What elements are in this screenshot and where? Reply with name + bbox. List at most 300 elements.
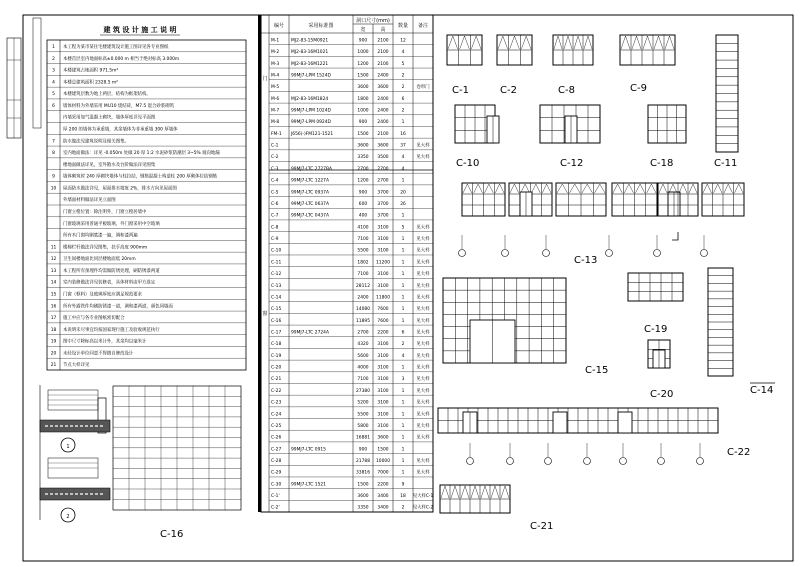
notes-row-num: 15 [50, 292, 57, 298]
schedule-cell-n: 1 [401, 272, 405, 278]
window-c9 [620, 35, 675, 65]
schedule-cell-ref: 99MJ7-LTC 1227A [291, 178, 329, 184]
section-details [40, 385, 110, 522]
schedule-cell-code: C-12 [271, 272, 282, 278]
schedule-cell-ref: 99MJ7-LTC 2727BA [291, 166, 332, 172]
schedule-cell-n: 2 [401, 73, 405, 79]
label-c10: C-10 [456, 158, 480, 169]
schedule-cell-ref: J656(-)FM121-1521 [291, 131, 334, 137]
schedule-cell-code: FM-1 [271, 131, 282, 137]
schedule-cell-ref: 99MJ7-LTC 0937A [291, 190, 329, 196]
axis-marker-c13-2 [543, 235, 550, 257]
notes-row-text: 外墙面材料做法详见立面图 [63, 198, 116, 204]
notes-row-text: 楼梯栏杆做法详见图集，扶手高度 900mm [63, 245, 148, 251]
notes-rows [47, 43, 246, 368]
schedule-cell-n: 1 [401, 412, 405, 418]
window-c10 [455, 105, 499, 143]
schedule-cell-w: 2400 [357, 295, 369, 301]
schedule-cell-n: 1 [401, 213, 405, 219]
notes-row-text: 本工程为某市某住宅楼建筑设计施工图详见各专业图纸 [63, 45, 169, 51]
schedule-cell-r: 见大样 [416, 400, 430, 406]
schedule-cell-code: C-7 [271, 213, 279, 219]
notes-row-text: 本楼首层室内地面标高±0.000 m 相当于绝对标高 3.000m [63, 56, 180, 62]
schedule-cell-n: 1 [401, 283, 405, 289]
schedule-cell-h: 3100 [377, 342, 389, 348]
schedule-cell-h: 11800 [376, 295, 390, 301]
axis-marker-c22-4 [620, 443, 627, 465]
label-c16: C-16 [160, 529, 184, 540]
notes-row-num: 13 [50, 268, 57, 274]
schedule-cell-code: M-1 [271, 38, 280, 44]
schedule-cell-n: 1 [401, 447, 405, 453]
schedule-cell-code: C-3 [271, 166, 279, 172]
schedule-cell-r: 见大样 [416, 470, 430, 476]
label-c8: C-8 [558, 85, 575, 96]
col-size-header: 洞口尺寸(mm) [356, 18, 390, 24]
schedule-cell-h: 3700 [377, 190, 389, 196]
schedule-cell-code: C-8 [271, 225, 279, 231]
schedule-cell-h: 7600 [377, 307, 389, 313]
notes-row-num: 1 [52, 45, 55, 51]
schedule-cell-code: M-8 [271, 120, 280, 126]
schedule-cell-w: 1802 [357, 260, 369, 266]
schedule-cell-n: 16 [400, 131, 406, 137]
notes-row-num: 18 [50, 327, 57, 333]
schedule-cell-h: 2400 [377, 108, 389, 114]
label-c11: C-11 [714, 158, 738, 169]
axis-marker-c22-3 [584, 443, 591, 465]
schedule-cell-n: 1 [401, 470, 405, 476]
notes-row-num: 10 [50, 186, 57, 192]
schedule-cell-w: 3600 [357, 143, 369, 149]
schedule-cell-r: 见大样 [416, 248, 430, 254]
schedule-cell-w: 7100 [357, 237, 369, 243]
schedule-cell-n: 1 [401, 260, 405, 266]
schedule-cell-n: 6 [401, 330, 405, 336]
schedule-cell-n: 6 [401, 96, 405, 102]
schedule-cell-h: 2400 [377, 120, 389, 126]
window-c1 [447, 35, 482, 65]
notes-row-num: 14 [50, 280, 57, 286]
notes-row-text: 室内地面做法：详见 -0.050m 处做 20 厚 1:2 水泥砂浆防潮层 3~5% 坡向地漏 [63, 151, 220, 157]
schedule-cell-n: 4 [401, 353, 405, 359]
schedule-cell-ref: 99MJ7-LTC 2724A [291, 330, 329, 336]
schedule-cell-w: 1000 [357, 50, 369, 56]
schedule-cell-h: 3100 [377, 412, 389, 418]
window-c13-c [556, 183, 606, 216]
notes-row-num: 5 [52, 92, 55, 98]
schedule-cell-ref: 99MJ7-LPM 1524D [291, 73, 331, 79]
schedule-cell-h: 3100 [377, 237, 389, 243]
schedule-cell-n: 1 [401, 307, 405, 313]
schedule-cell-n: 3 [401, 377, 405, 383]
schedule-cell-w: 1500 [357, 73, 369, 79]
schedule-cell-w: 900 [358, 120, 368, 126]
notes-row-text: 卫生间楼地面比同层楼地面低 20mm [63, 257, 136, 263]
schedule-cell-w: 2700 [357, 166, 369, 172]
schedule-cell-code: C-2 [271, 155, 279, 161]
schedule-cell-code: C-28 [271, 458, 282, 464]
window-c13-d [612, 183, 680, 216]
schedule-cell-r: 见大样 [416, 388, 430, 394]
schedule-cell-code: C-1 [271, 143, 279, 149]
schedule-cell-n: 1 [401, 388, 405, 394]
notes-row-text: 门窗玻璃采用普通平板玻璃，外门窗采用中空玻璃 [63, 221, 160, 227]
schedule-cell-h: 2100 [377, 61, 389, 67]
schedule-cell-h: 2200 [377, 482, 389, 488]
schedule-cell-w: 5200 [357, 400, 369, 406]
notes-row-text: 本楼建筑层数为地上两层，结构为框架结构。 [63, 92, 151, 98]
schedule-cell-h: 3100 [377, 353, 389, 359]
schedule-cell-h: 1500 [377, 447, 389, 453]
schedule-cell-ref: 99MJ7-LTC 0437A [291, 213, 329, 219]
schedule-cell-w: 5600 [357, 353, 369, 359]
window-c18 [648, 105, 686, 143]
schedule-cell-h: 3100 [377, 248, 389, 254]
axis-marker-c13-0 [459, 235, 466, 257]
schedule-cell-code: C-22 [271, 388, 282, 394]
schedule-cell-n: 1 [401, 365, 405, 371]
schedule-cell-n: 4 [401, 50, 405, 56]
schedule-cell-r: 见大样 [416, 295, 430, 301]
notes-row-text: 本楼建筑占地面积 971.5m² [63, 68, 119, 74]
notes-row-num: 20 [50, 351, 57, 357]
axis-marker-c13-5 [701, 235, 708, 257]
schedule-cell-ref: MJ2-83-16M1221 [291, 61, 329, 67]
schedule-cell-w: 4100 [357, 225, 369, 231]
notes-row-num: 2 [52, 56, 55, 62]
axis-marker-c13-1 [502, 235, 509, 257]
schedule-cell-h: 3500 [377, 155, 389, 161]
detail-marker-2: 2 [66, 514, 70, 520]
schedule-cell-w: 900 [358, 447, 368, 453]
label-c18: C-18 [650, 158, 674, 169]
notes-row-num: 16 [50, 304, 57, 310]
schedule-cell-w: 4000 [357, 365, 369, 371]
schedule-cell-ref: 99MJ7-LTC 0637A [291, 201, 329, 207]
notes-row-text: 所有木门窗均刷底漆一遍，调和漆两遍 [63, 233, 138, 239]
notes-row-text: 防水做法见建筑说明及相关图集。 [63, 139, 129, 145]
notes-row-text: 本说明未尽事宜均按国家现行施工及验收规范执行 [63, 327, 160, 333]
schedule-cell-w: 1500 [357, 482, 369, 488]
schedule-cell-n: 1 [401, 120, 405, 126]
schedule-cell-n: 2 [401, 85, 405, 91]
detail-marker-1: 1 [66, 444, 70, 450]
schedule-cell-code: C-9 [271, 237, 279, 243]
schedule-cell-code: C-1' [271, 494, 280, 500]
notes-row-num: 17 [50, 316, 57, 322]
window-elevations [438, 35, 775, 513]
schedule-cell-ref: 99MJ7-LPM 1024D [291, 108, 331, 114]
schedule-cell-code: C-17 [271, 330, 282, 336]
schedule-cell-h: 3600 [377, 435, 389, 441]
col-code-header: 编号 [273, 23, 285, 29]
window-c2 [497, 35, 532, 65]
label-c14: C-14 [750, 385, 774, 396]
window-group-label: 窗 [262, 311, 268, 317]
schedule-cell-n: 1 [401, 237, 405, 243]
window-c19 [628, 273, 683, 301]
schedule-cell-w: 7100 [357, 272, 369, 278]
schedule-cell-w: 2700 [357, 330, 369, 336]
schedule-cell-ref: 99MJ7-LTC 1521 [291, 482, 326, 488]
schedule-cell-r: 见大样 [416, 272, 430, 278]
axis-marker-c13-3 [606, 235, 613, 257]
label-c13: C-13 [574, 255, 598, 266]
schedule-cell-n: 2 [401, 342, 405, 348]
notes-row-text: 节点大样详见 [63, 363, 90, 369]
schedule-cell-r: 见大样 [416, 342, 430, 348]
schedule-cell-n: 4 [401, 155, 405, 161]
schedule-cell-r: 见大样 [416, 283, 430, 289]
schedule-cell-w: 21788 [356, 458, 370, 464]
schedule-cell-w: 1200 [357, 178, 369, 184]
schedule-cell-code: C-4 [271, 178, 279, 184]
schedule-cell-code: M-2 [271, 50, 280, 56]
window-c14 [708, 268, 733, 376]
schedule-cell-h: 7000 [377, 470, 389, 476]
schedule-cell-w: 16881 [356, 435, 370, 441]
c22-door-3 [618, 412, 632, 433]
schedule-cell-r: 见大样 [416, 412, 430, 418]
schedule-cell-w: 1800 [357, 96, 369, 102]
schedule-cell-w: 27380 [356, 388, 370, 394]
axis-marker-c22-1 [507, 443, 514, 465]
window-c22 [438, 408, 718, 433]
schedule-cell-w: 1000 [357, 108, 369, 114]
schedule-cell-h: 3100 [377, 377, 389, 383]
schedule-cell-h: 3100 [377, 283, 389, 289]
schedule-cell-code: C-20 [271, 365, 282, 371]
schedule-cell-r: 见大样 [416, 365, 430, 371]
schedule-cell-code: C-29 [271, 470, 282, 476]
schedule-cell-n: 5 [401, 225, 405, 231]
schedule-cell-r: 见大样 [416, 155, 430, 161]
title-block-strip [7, 18, 41, 138]
notes-title: 建 筑 设 计 施 工 说 明 [103, 26, 177, 34]
notes-row-num: 7 [52, 139, 55, 145]
schedule-cell-code: M-3 [271, 61, 280, 67]
schedule-cell-r: 见大样 [416, 353, 430, 359]
schedule-cell-h: 2400 [377, 73, 389, 79]
schedule-cell-code: C-16 [271, 318, 282, 324]
schedule-cell-code: M-4 [271, 73, 280, 79]
schedule-cell-r: 见大样 [416, 458, 430, 464]
schedule-cell-w: 600 [358, 201, 368, 207]
schedule-cell-ref: 99MJ7-LTC 0915 [291, 447, 326, 453]
notes-row-num: 6 [52, 103, 55, 109]
schedule-cell-w: 28112 [356, 283, 370, 289]
schedule-cell-code: C-14 [271, 295, 282, 301]
schedule-cell-n: 2 [401, 108, 405, 114]
window-c13-a [462, 183, 505, 216]
schedule-cell-h: 2400 [377, 96, 389, 102]
schedule-cell-h: 2100 [377, 50, 389, 56]
schedule-cell-w: 5800 [357, 423, 369, 429]
schedule-cell-code: C-6 [271, 201, 279, 207]
schedule-cell-n: 37 [400, 143, 406, 149]
schedule-cell-r: 见大样 [416, 330, 430, 336]
schedule-cell-code: C-21 [271, 377, 282, 383]
schedule-cell-w: 3600 [357, 85, 369, 91]
schedule-cell-h: 3100 [377, 400, 389, 406]
schedule-cell-h: 10000 [376, 458, 390, 464]
notes-row-text: 本楼总建筑面积 2328.5 m² [63, 80, 118, 86]
schedule-cell-r: 见大样 [416, 377, 430, 383]
schedule-cell-h: 3700 [377, 213, 389, 219]
schedule-cell-r: 见大样C-2 [412, 505, 434, 511]
schedule-cell-ref: MJ2-83-16M1021 [291, 50, 329, 56]
schedule-cell-h: 7600 [377, 318, 389, 324]
schedule-cell-n: 1 [401, 248, 405, 254]
notes-row-num: 3 [52, 68, 55, 74]
label-c12: C-12 [560, 158, 584, 169]
notes-row-num: 9 [52, 174, 55, 180]
schedule-cell-code: C-26 [271, 435, 282, 441]
schedule-cell-ref: MJ2-83-15M0921 [291, 38, 329, 44]
schedule-cell-ref: 99MJ7-LPM 0924D [291, 120, 331, 126]
schedule-cell-w: 4320 [357, 342, 369, 348]
notes-row-text: 楼地面做法详见，室外散水及台阶做法详见图集 [63, 162, 156, 168]
notes-row-text: 所有外露铁件均刷防锈漆一道，调和漆两道，颜色同墙面 [63, 304, 173, 310]
schedule-cell-w: 900 [358, 190, 368, 196]
schedule-cell-h: 2700 [377, 166, 389, 172]
schedule-cell-code: C-10 [271, 248, 282, 254]
window-c13-e [658, 183, 698, 216]
schedule-cell-w: 3600 [357, 494, 369, 500]
schedule-cell-h: 2100 [377, 131, 389, 137]
schedule-cell-r: 见大样 [416, 225, 430, 231]
schedule-cell-w: 3350 [357, 505, 369, 511]
notes-row-text: 未经设计单位同意不得擅自修改设计 [63, 351, 134, 357]
schedule-cell-w: 400 [358, 213, 368, 219]
schedule-cell-r: 见大样 [416, 435, 430, 441]
col-width-header: 宽 [360, 27, 366, 33]
schedule-cell-n: 12 [400, 38, 406, 44]
schedule-cell-n: 1 [401, 295, 405, 301]
notes-row-text: 施工中应与各专业图纸密切配合 [63, 316, 125, 322]
col-height-header: 高 [380, 27, 386, 33]
schedule-cell-h: 3700 [377, 201, 389, 207]
schedule-cell-code: C-30 [271, 482, 282, 488]
window-c21 [440, 485, 510, 513]
notes-row-text: 门窗（框料）及玻璃厚度应满足规范要求 [63, 292, 143, 298]
notes-row-num: 12 [50, 257, 57, 263]
schedule-cell-r: 见大样 [416, 318, 430, 324]
schedule-cell-n: 26 [400, 201, 406, 207]
axis-marker-c22-0 [467, 443, 474, 465]
schedule-cell-h: 3100 [377, 423, 389, 429]
schedule-cell-w: 3350 [357, 155, 369, 161]
schedule-cell-r: 见大样 [416, 237, 430, 243]
schedule-cell-code: C-25 [271, 423, 282, 429]
schedule-cell-h: 2100 [377, 38, 389, 44]
notes-row-num: 21 [50, 363, 57, 369]
schedule-cell-code: C-24 [271, 412, 282, 418]
schedule-cell-code: C-5 [271, 190, 279, 196]
schedule-cell-n: 1 [401, 400, 405, 406]
schedule-cell-h: 3400 [377, 494, 389, 500]
schedule-cell-code: C-15 [271, 307, 282, 313]
schedule-cell-r: 见大样C-1 [412, 494, 434, 500]
schedule-cell-h: 3600 [377, 143, 389, 149]
window-c8 [553, 35, 593, 65]
window-c16-elevation [113, 386, 241, 510]
axis-marker-c22-2 [545, 443, 552, 465]
schedule-cell-w: 5500 [357, 248, 369, 254]
schedule-cell-h: 3100 [377, 365, 389, 371]
label-c9: C-9 [630, 83, 647, 94]
schedule-cell-w: 1200 [357, 61, 369, 67]
axis-marker-c13-4 [654, 235, 661, 257]
schedule-cell-code: C-19 [271, 353, 282, 359]
schedule-cell-n: 1 [401, 458, 405, 464]
schedule-cell-w: 1500 [357, 131, 369, 137]
schedule-cell-n: 18 [400, 494, 406, 500]
schedule-cell-code: M-7 [271, 108, 280, 114]
schedule-cell-h: 11200 [376, 260, 390, 266]
schedule-cell-code: M-6 [271, 96, 280, 102]
window-c13-b [509, 183, 552, 216]
schedule-cell-r: 见大样 [416, 260, 430, 266]
axis-marker-c22-5 [658, 443, 665, 465]
schedule-cell-r: 见大样 [416, 143, 430, 149]
label-c21: C-21 [530, 521, 554, 532]
notes-row-num: 4 [52, 80, 55, 86]
axis-marker-c22-6 [697, 443, 704, 465]
door-window-schedule [258, 15, 434, 512]
notes-row-num: 19 [50, 339, 57, 345]
notes-row-text: 墙体材料为外墙采用 MU10 烧结砖，M7.5 混合砂浆砌筑 [63, 103, 174, 109]
notes-row-text: 屋面防水做法详见，屋面排水坡度 2%，排水方向见屋面图 [63, 186, 177, 192]
schedule-cell-n: 1 [401, 423, 405, 429]
schedule-cell-h: 3100 [377, 272, 389, 278]
window-c13-f [702, 183, 744, 216]
notes-row-text: 墙体砌筑时 240 厚砌块墙体与柱拉结，钢筋混凝土构造柱 200 厚砌体拉结钢筋 [63, 174, 218, 180]
schedule-cell-w: 11895 [356, 318, 370, 324]
schedule-cell-h: 3100 [377, 225, 389, 231]
notes-row-text: 门窗立樘位置：除注明外，门窗立樘居墙中 [63, 210, 147, 216]
schedule-cell-n: 20 [400, 190, 406, 196]
window-c11 [716, 35, 738, 152]
label-c1: C-1 [452, 85, 469, 96]
schedule-cell-code: C-23 [271, 400, 282, 406]
schedule-cell-code: M-5 [271, 85, 280, 91]
schedule-cell-r: 卷帘门 [416, 85, 430, 91]
schedule-cell-r: 见大样 [416, 307, 430, 313]
label-c15: C-15 [585, 365, 609, 376]
window-c12 [540, 105, 600, 143]
col-ref-header: 采用标准图 [308, 23, 334, 29]
schedule-cell-n: 4 [401, 166, 405, 172]
notes-row-num: 11 [50, 245, 57, 251]
notes-row-num: 8 [52, 151, 55, 157]
schedule-cell-n: 1 [401, 178, 405, 184]
notes-row-text: 室内装修做法详见装修表，具体材料由甲方选定 [63, 280, 156, 286]
schedule-cell-h: 2700 [377, 178, 389, 184]
schedule-cell-code: C-13 [271, 283, 282, 289]
label-c20: C-20 [650, 389, 674, 400]
schedule-cell-w: 14080 [356, 307, 370, 313]
schedule-cell-h: 2200 [377, 330, 389, 336]
schedule-cell-code: C-11 [271, 260, 282, 266]
schedule-cell-code: C-2' [271, 505, 280, 511]
door-group-label: 门 [262, 76, 268, 82]
schedule-cell-h: 3400 [377, 505, 389, 511]
notes-row-text: 本工程所有预埋件均需做防锈处理，刷防锈漆两道 [63, 268, 160, 274]
schedule-cell-code: C-27 [271, 447, 282, 453]
schedule-cell-h: 3100 [377, 388, 389, 394]
